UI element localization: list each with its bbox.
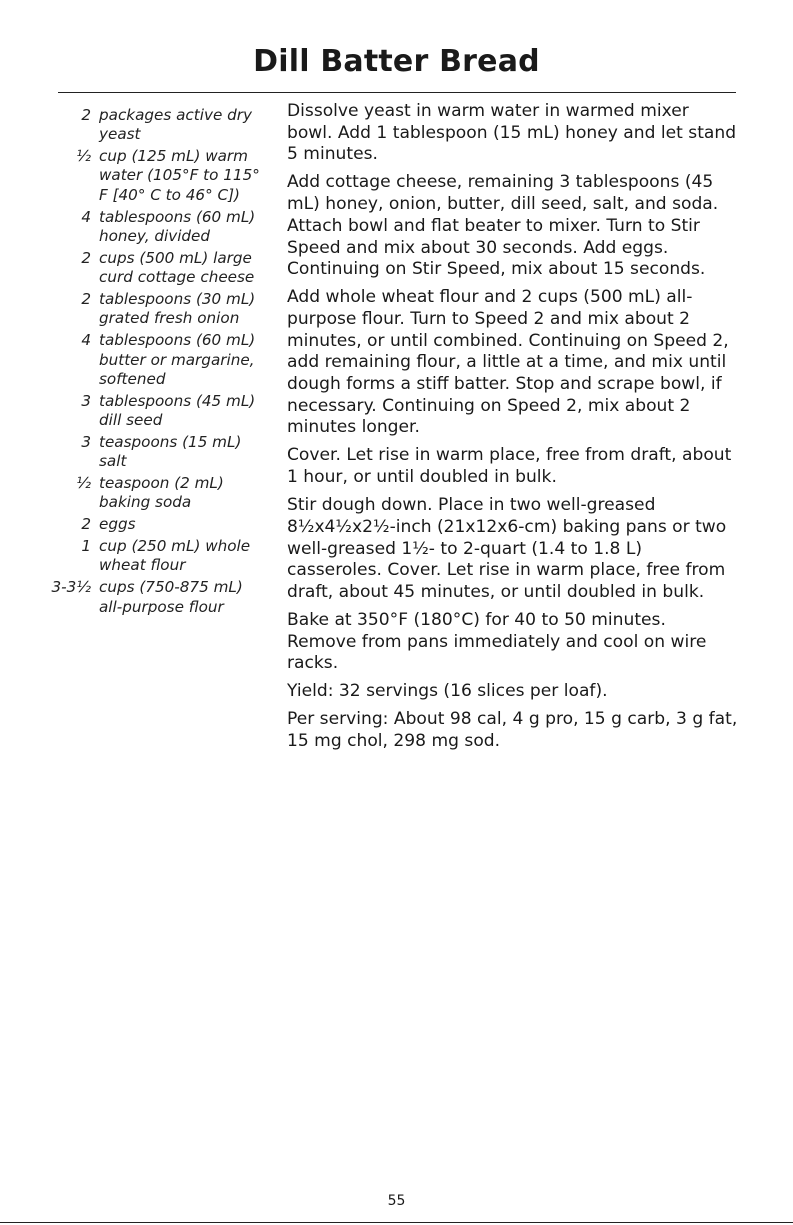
ingredient-description: teaspoons (15 mL) salt [99, 432, 242, 471]
direction-paragraph: Add cottage cheese, remaining 3 tablespoons (45 mL) honey, onion, butter, dill seed, salt, and soda. Attach bowl and flat beater to mixer. Turn to Stir Speed and mix about 30 seconds. Add eggs. Continuing on Stir Speed, mix about 15 seconds. [287, 172, 719, 280]
ingredient-description: tablespoons (60 mL) honey, divided [99, 207, 256, 245]
ingredient-quantity: 4 [81, 331, 91, 350]
direction-paragraph: Stir dough down. Place in two well-greased 8½x4½x2½-inch (21x12x6-cm) baking pans or two well-greased 1½- to 2-quart (1.4 to 1.8 L) casseroles. Cover. Let rise in warm place, free from draft, about 45 minutes, or until doubled in bulk. [287, 495, 727, 602]
ingredient-item [8, 433, 270, 472]
ingredient-description: cup (125 mL) warm water (105°F to 115° F [40° C to 46° C]) [99, 147, 260, 204]
direction-paragraph: Dissolve yeast in warm water in warmed mixer bowl. Add 1 tablespoon (15 mL) honey and let stand 5 minutes. [287, 101, 737, 165]
ingredient-quantity: 3 [81, 432, 91, 451]
ingredient-description: tablespoons (45 mL) dill seed [99, 391, 256, 430]
yield-text: Yield: 32 servings (16 slices per loaf). [287, 681, 608, 702]
ingredient-quantity: 2 [81, 248, 91, 267]
ingredient-quantity: 2 [81, 106, 91, 124]
ingredient-quantity: 4 [81, 207, 91, 226]
recipe-title: Dill Batter Bread [253, 44, 540, 79]
ingredient-description: cup (250 mL) whole wheat flour [99, 537, 251, 575]
ingredient-item [8, 106, 270, 145]
ingredient-item [8, 515, 270, 534]
ingredient-description: cups (750-875 mL) all-purpose flour [99, 578, 243, 616]
ingredient-list [8, 106, 270, 620]
title-divider [58, 92, 736, 93]
ingredient-description: teaspoon (2 mL) baking soda [99, 474, 224, 512]
ingredient-quantity: 2 [81, 290, 91, 309]
direction-paragraph: Cover. Let rise in warm place, free from draft, about 1 hour, or until doubled in bulk. [287, 445, 732, 488]
ingredient-quantity: ½ [76, 147, 91, 166]
ingredient-quantity: 3-3½ [51, 578, 91, 597]
direction-paragraph: Add whole wheat flour and 2 cups (500 mL) all-purpose flour. Turn to Speed 2 and mix about 2 minutes, or until combined. Continuing on Speed 2, add remaining flour, a little at a time, and mix until dough forms a stiff batter. Stop and scrape bowl, if necessary. Continuing on Speed 2, mix about 2 minutes longer. [287, 287, 729, 438]
ingredient-description: tablespoons (60 mL) butter or margarine, softened [99, 331, 256, 388]
ingredient-item [8, 290, 270, 329]
ingredient-item [8, 537, 270, 576]
recipe-directions [287, 101, 739, 759]
ingredient-description: cups (500 mL) large curd cottage cheese [99, 248, 255, 287]
direction-paragraph: Bake at 350°F (180°C) for 40 to 50 minutes. Remove from pans immediately and cool on wire racks. [287, 609, 707, 674]
ingredient-description: packages active dry yeast [99, 106, 252, 144]
ingredient-item [8, 392, 270, 431]
bottom-divider [0, 1222, 793, 1223]
ingredient-item [8, 578, 270, 617]
ingredient-description: eggs [99, 515, 136, 534]
ingredient-quantity: 3 [81, 391, 91, 410]
page-number: 55 [387, 1193, 406, 1209]
ingredient-item [8, 249, 270, 288]
nutrition-text: Per serving: About 98 cal, 4 g pro, 15 g carb, 3 g fat, 15 mg chol, 298 mg sod. [287, 709, 738, 752]
ingredient-item [8, 474, 270, 513]
ingredient-quantity: 2 [81, 515, 91, 534]
ingredient-item [8, 147, 270, 205]
ingredient-quantity: ½ [76, 474, 91, 493]
ingredient-item [8, 208, 270, 247]
ingredient-quantity: 1 [81, 537, 91, 556]
ingredient-description: tablespoons (30 mL) grated fresh onion [99, 290, 256, 328]
ingredient-item [8, 331, 270, 389]
